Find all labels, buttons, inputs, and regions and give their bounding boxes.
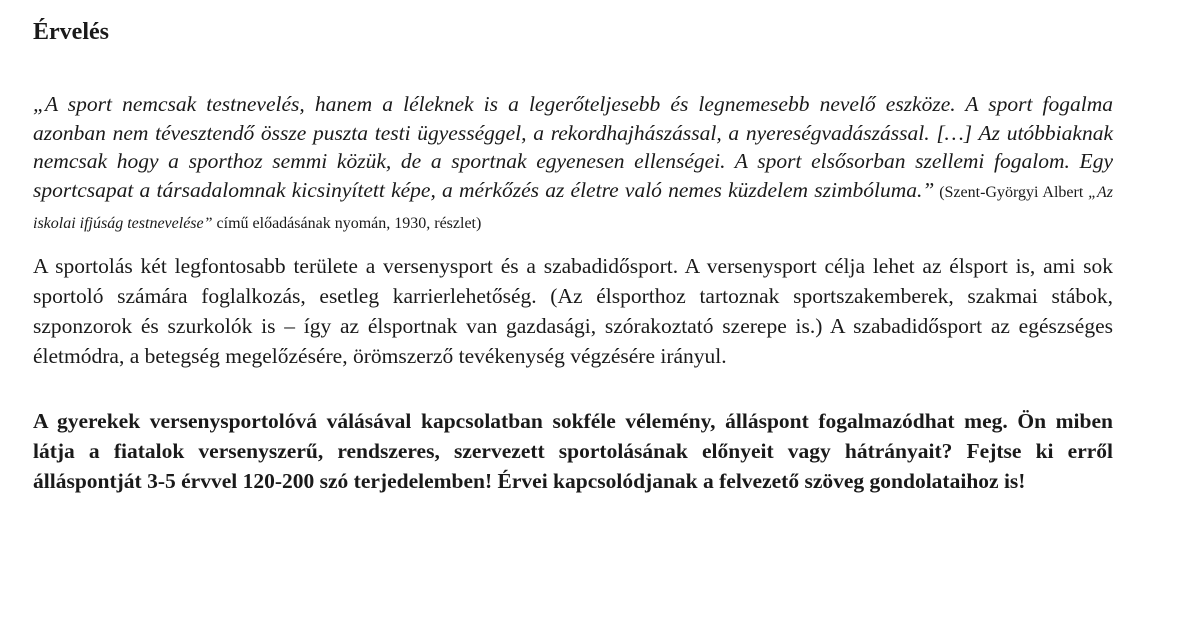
citation-prefix: (Szent-Györgyi Albert: [934, 183, 1089, 201]
document-page: [33, 14, 1113, 496]
citation-work-title: „Az iskolai ifjúság testnevelése”: [33, 183, 1114, 232]
quote-block: [33, 90, 1113, 239]
citation-suffix: című előadásának nyomán, 1930, részlet): [212, 215, 482, 232]
intro-paragraph: A sportolás két legfontosabb területe a versenysport és a szabadidősport. A versenysport célja lehet az élsport is, ami sok sportoló számára foglalkozás, esetleg karrierlehetőség. (Az élsporthoz tartoznak sportszakemberek, szakmai stábok, szponzorok és szurkolók is – így az élsportnak van gazdasági, szórakoztató szerepe is.) A szabadidősport az egészséges életmódra, a betegség megelőzésére, örömszerző tevékenység végzésére irányul.: [33, 253, 1113, 368]
quote-text: „A sport nemcsak testnevelés, hanem a léleknek is a legerőteljesebb és legnemesebb nevelő eszköze. A sport fogalma azonban nem tévesztendő össze puszta testi ügyességgel, a rekordhajhászással, a nyereségvadászással. […] Az utóbbiaknak nemcsak hogy a sporthoz semmi közük, de a sportnak egyenesen ellenségei. A sport elsősorban szellemi fogalom. Egy sportcsapat a társadalomnak kicsinyített képe, a mérkőzés az életre való nemes küzdelem szimbóluma.”: [33, 92, 1113, 202]
task-prompt: A gyerekek versenysportolóvá válásával kapcsolatban sokféle vélemény, álláspont fogalmazódhat meg. Ön miben látja a fiatalok versenyszerű, rendszeres, szervezett sportolásának előnyeit vagy hátrányait? Fejtse ki erről álláspontját 3-5 érvvel 120-200 szó terjedelemben! Érvei kapcsolódjanak a felvezető szöveg gondolataihoz is!: [33, 408, 1113, 493]
page-title: Érvelés: [33, 19, 109, 45]
